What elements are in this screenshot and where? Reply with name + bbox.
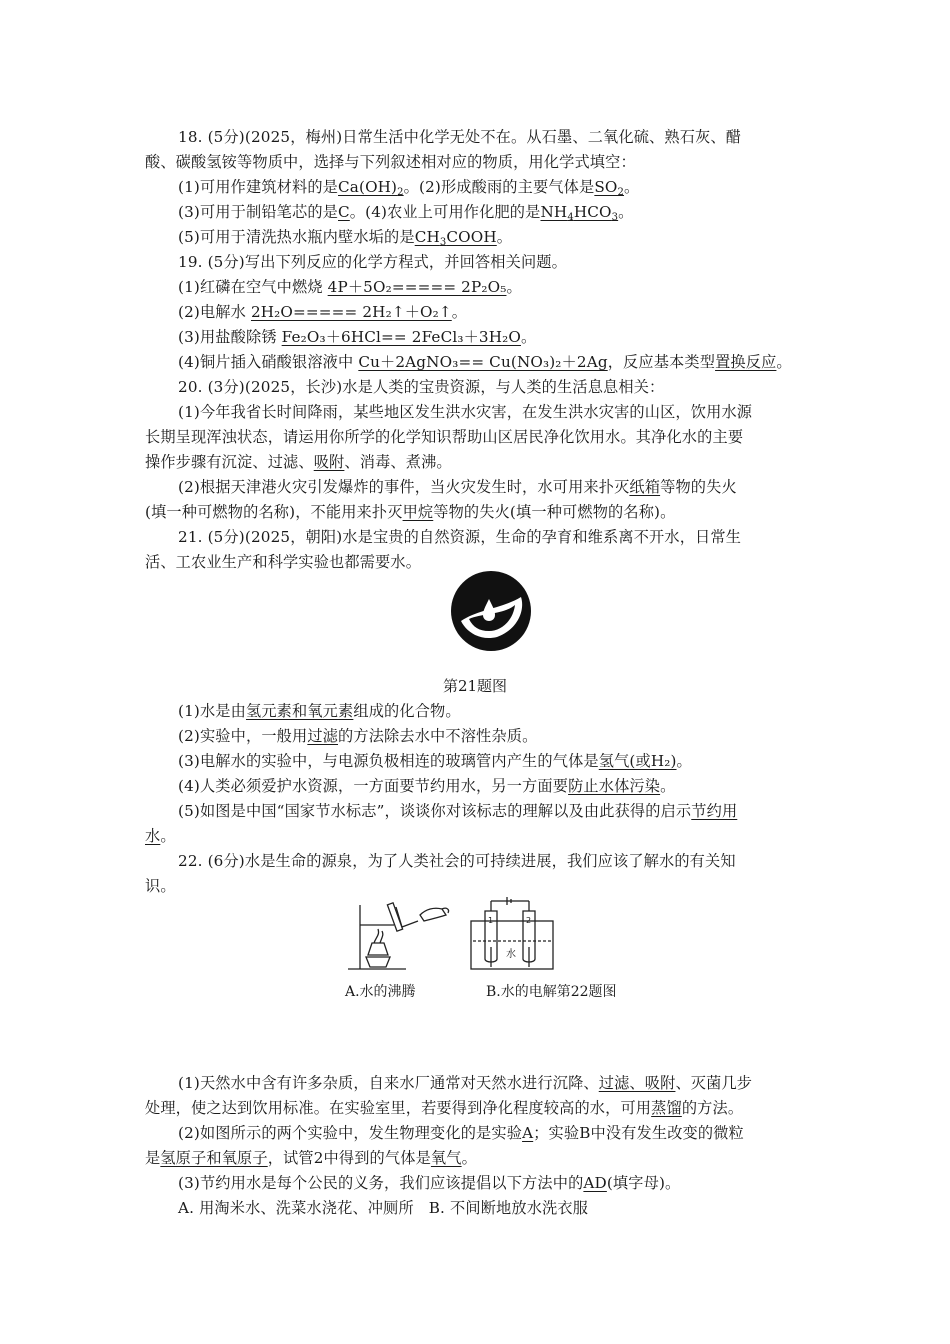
- q21-line-1: 21. (5分)(2025，朝阳)水是宝贵的自然资源，生命的孕育和维系离不开水，日常生: [178, 528, 742, 546]
- figure-a-caption: A.水的沸腾: [345, 984, 416, 1000]
- q20-line-3: 长期呈现浑浊状态，请运用你所学的化学知识帮助山区居民净化饮用水。其净化水的主要: [145, 428, 744, 446]
- q22-options: [178, 1197, 848, 1219]
- q21-item-5: (5)如图是中国“国家节水标志”，谈谈你对该标志的理解以及由此获得的启示节约用: [178, 802, 738, 820]
- q21-item-2: (2)实验中，一般用过滤的方法除去水中不溶性杂质。: [178, 727, 538, 745]
- q20-line-5: (2)根据天津港火灾引发爆炸的事件，当火灾发生时，水可用来扑灭纸箱等物的失火: [178, 478, 737, 496]
- q21-item-4: (4)人类必须爱护水资源，一方面要节约用水，另一方面要防止水体污染。: [178, 777, 676, 795]
- q22-line-2: 识。: [145, 877, 176, 895]
- q21-item-5-cont: 水。: [145, 827, 176, 845]
- q19-line-1: 19. (5分)写出下列反应的化学方程式，并回答相关问题。: [178, 253, 567, 271]
- figure-b-caption: B.水的电解第22题图: [486, 984, 617, 1000]
- q22-item-3: (3)节约用水是每个公民的义务，我们应该提倡以下方法中的AD(填字母)。: [178, 1174, 681, 1192]
- boiling-apparatus-figure: [340, 895, 455, 975]
- q21-item-1: (1)水是由氢元素和氧元素组成的化合物。: [178, 702, 461, 720]
- q19-item-2: (2)电解水 2H₂O===== 2H₂↑＋O₂↑。: [178, 303, 468, 321]
- water-label: 水: [506, 949, 516, 960]
- q18-item-1-2: (1)可用作建筑材料的是$Ca(OH)_2$。(2)形成酸雨的主要气体是$SO_2$。: [178, 178, 640, 198]
- q20-line-1: 20. (3分)(2025，长沙)水是人类的宝贵资源，与人类的生活息息相关：: [178, 378, 665, 396]
- tube-2-label: 2: [526, 916, 532, 925]
- water-saving-logo-icon: [449, 569, 533, 653]
- q18-item-5: (5)可用于清洗热水瓶内壁水垢的是$CH_3COOH$。: [178, 228, 513, 248]
- q18-line-1: 18. (5分)(2025，梅州)日常生活中化学无处不在。从石墨、二氧化硫、熟石灰、醋: [178, 128, 742, 146]
- q21-item-3: (3)电解水的实验中，与电源负极相连的玻璃管内产生的气体是氢气(或H₂)。: [178, 752, 692, 770]
- q22-item-2: (2)如图所示的两个实验中，发生物理变化的是实验A；实验B中没有发生改变的微粒: [178, 1124, 744, 1142]
- q22-item-1: (1)天然水中含有许多杂质，自来水厂通常对天然水进行沉降、过滤、吸附、灭菌几步: [178, 1074, 753, 1092]
- q21-figure-caption: 第21题图: [442, 677, 508, 695]
- q19-item-1: (1)红磷在空气中燃烧 4P＋5O₂===== 2P₂O₅。: [178, 278, 522, 296]
- tube-1-label: 1: [488, 916, 494, 925]
- q19-item-4: (4)铜片插入硝酸银溶液中 Cu＋2AgNO₃== Cu(NO₃)₂＋2Ag，反应基本类型置换反应。: [178, 353, 792, 371]
- option-a: A. 用淘米水、洗菜水浇花、冲厕所: [178, 1199, 414, 1217]
- q22-item-1-cont: 处理，使之达到饮用标准。在实验室里，若要得到净化程度较高的水，可用蒸馏的方法。: [145, 1099, 744, 1117]
- q20-line-2: (1)今年我省长时间降雨，某些地区发生洪水灾害，在发生洪水灾害的山区，饮用水源: [178, 403, 753, 421]
- q22-item-2-cont: 是氢原子和氧原子，试管2中得到的气体是氧气。: [145, 1149, 477, 1167]
- q20-line-4: 操作步骤有沉淀、过滤、吸附、消毒、煮沸。: [145, 453, 452, 471]
- q22-line-1: 22. (6分)水是生命的源泉，为了人类社会的可持续进展，我们应该了解水的有关知: [178, 852, 736, 870]
- electrolysis-apparatus-figure: [467, 895, 562, 975]
- q18-item-3-4: (3)可用于制铅笔芯的是C。(4)农业上可用作化肥的是$NH_4HCO_3$。: [178, 203, 634, 223]
- option-b: B. 不间断地放水洗衣服: [428, 1199, 589, 1217]
- q19-item-3: (3)用盐酸除锈 Fe₂O₃＋6HCl== 2FeCl₃＋3H₂O。: [178, 328, 537, 346]
- q21-line-2: 活、工农业生产和科学实验也都需要水。: [145, 553, 422, 571]
- q20-line-6: (填一种可燃物的名称)，不能用来扑灭甲烷等物的失火(填一种可燃物的名称)。: [145, 503, 676, 521]
- q18-line-2: 酸、碳酸氢铵等物质中，选择与下列叙述相对应的物质，用化学式填空：: [145, 153, 636, 171]
